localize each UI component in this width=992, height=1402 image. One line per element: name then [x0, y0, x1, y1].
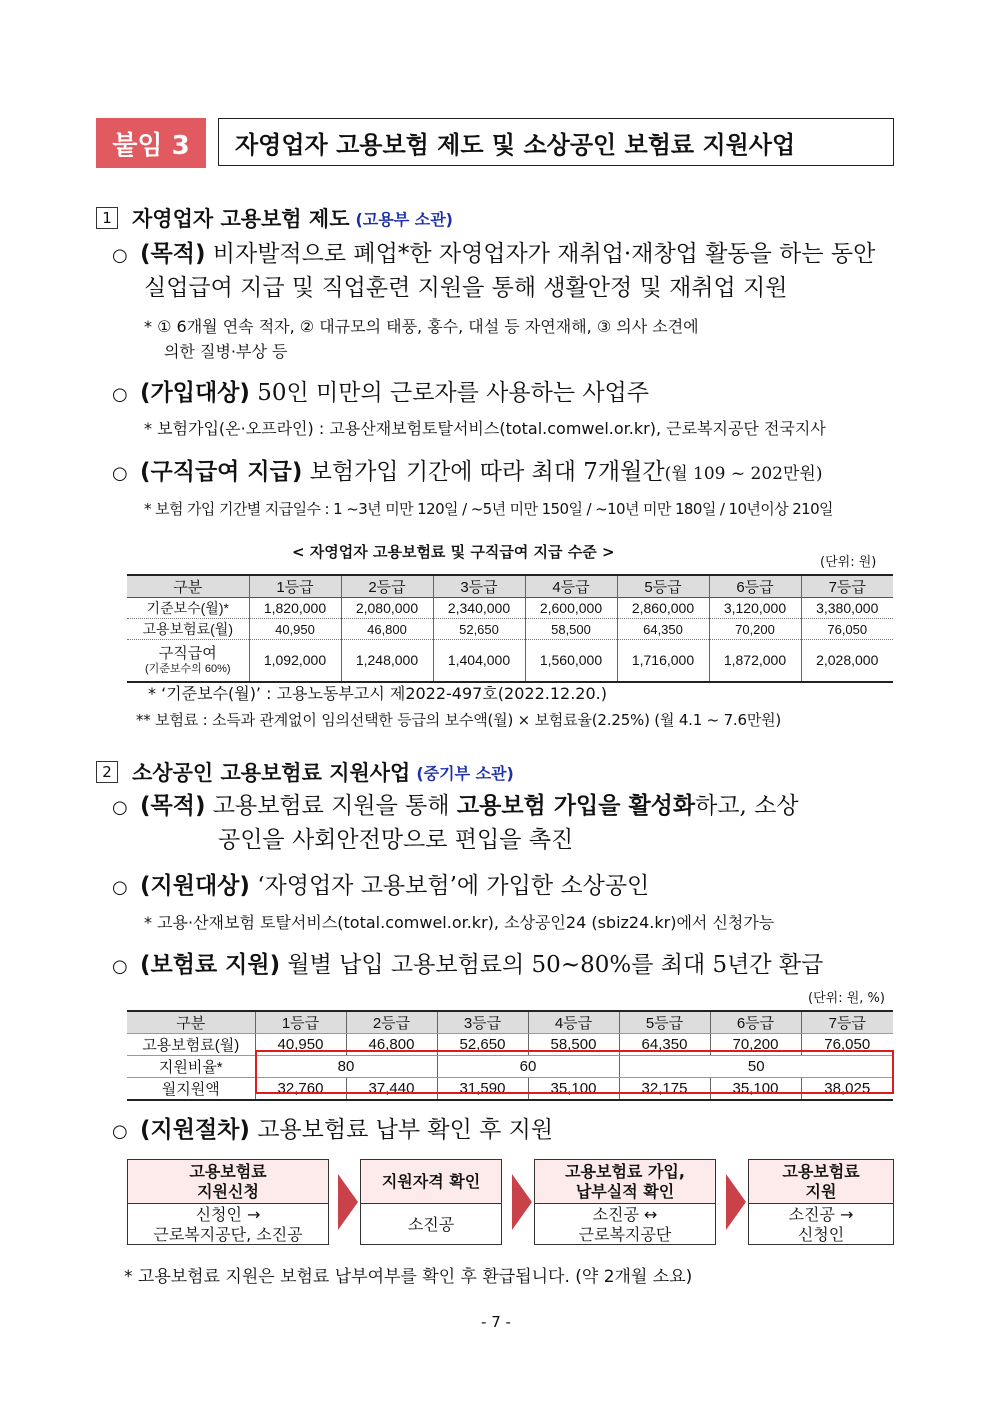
table-cell: 2,080,000	[341, 598, 433, 619]
section-1-title: 자영업자 고용보험 제도	[132, 207, 350, 231]
table-cell: 3,120,000	[709, 598, 801, 619]
section-2-heading	[96, 757, 514, 787]
table-cell: 2,600,000	[525, 598, 617, 619]
table-cell: 2,028,000	[801, 640, 893, 682]
s2-b1-text2: 공인을 사회안전망으로 편입을 촉진	[218, 827, 574, 853]
table-cell: 46,800	[341, 619, 433, 640]
flow-arrow-icon	[512, 1174, 532, 1230]
row-label: 지원비율*	[127, 1056, 255, 1078]
s1-b1-note2: 의한 질병·부상 등	[164, 342, 288, 361]
section-1-number: 1	[96, 207, 118, 229]
table-cell: 76,050	[801, 1034, 893, 1056]
table-header-cell: 구분	[127, 575, 249, 598]
table-cell: 58,500	[525, 619, 617, 640]
flow-step-2-actor: 소진공	[407, 1214, 455, 1234]
section-2-dept: (중기부 소관)	[416, 763, 514, 783]
flow-step-1	[127, 1159, 329, 1245]
s1-b3-note: * 보험 가입 기간별 지급일수 : 1 ~3년 미만 120일 / ~5년 미만 150일 / ~10년 미만 180일 / 10년이상 210일	[144, 500, 833, 518]
s1-b1-text2: 실업급여 지급 및 직업훈련 지원을 통해 생활안정 및 재취업 지원	[144, 275, 788, 301]
table-cell: 60	[437, 1056, 619, 1078]
s2-b4-text: 고용보험료 납부 확인 후 지원	[249, 1117, 554, 1143]
s1-b2-label: (가입대상)	[140, 380, 250, 406]
s2-bullet-purpose: ○ (목적) 고용보험료 지원을 통해 고용보험 가입을 활성화하고, 소상	[112, 793, 799, 819]
table-cell: 40,950	[249, 619, 341, 640]
table-cell: 35,100	[710, 1078, 801, 1101]
table-header-cell: 6등급	[709, 575, 801, 598]
table-header-cell: 4등급	[525, 575, 617, 598]
table-cell: 1,560,000	[525, 640, 617, 682]
section-1-heading	[96, 203, 453, 233]
table1-footnote-2: ** 보험료 : 소득과 관계없이 임의선택한 등급의 보수액(월) × 보험료율(2.25%) (월 4.1 ~ 7.6만원)	[136, 711, 782, 729]
table-cell: 3,380,000	[801, 598, 893, 619]
row-label-sub: (기준보수의 60%)	[144, 662, 231, 675]
table-cell: 50	[619, 1056, 893, 1078]
table-header-cell: 2등급	[346, 1011, 437, 1034]
flow-step-4	[748, 1159, 894, 1245]
table-header-cell: 5등급	[617, 575, 709, 598]
table-self-employed-levels	[127, 574, 893, 683]
s2-b1-text-b: 하고, 소상	[695, 793, 799, 819]
table-header-cell: 1등급	[255, 1011, 346, 1034]
table2-unit: (단위: 원, %)	[808, 991, 885, 1006]
table-cell: 1,716,000	[617, 640, 709, 682]
table-cell: 38,025	[801, 1078, 893, 1101]
table-header-cell: 7등급	[801, 575, 893, 598]
table1-unit: (단위: 원)	[820, 555, 877, 570]
section-2-number: 2	[96, 761, 118, 783]
table-cell: 1,248,000	[341, 640, 433, 682]
table1-footnote-1: * ‘기준보수(월)’ : 고용노동부고시 제2022-497호(2022.12.20.)	[148, 684, 607, 703]
s1-bullet-purpose: ○ (목적) 비자발적으로 폐업*한 자영업자가 재취업·재창업 활동을 하는 동안	[112, 241, 876, 267]
s1-bullet-benefit: ○ (구직급여 지급) 보험가입 기간에 따라 최대 7개월간(월 109 ~ 202만원)	[112, 459, 823, 485]
flow-arrow-icon	[338, 1174, 358, 1230]
table-cell: 32,760	[255, 1078, 346, 1101]
table-cell: 1,820,000	[249, 598, 341, 619]
flow-step-1-title: 고용보험료 지원신청	[128, 1160, 328, 1204]
flow-step-3-title: 고용보험료 가입, 납부실적 확인	[535, 1160, 715, 1204]
row-label-main: 구직급여	[158, 644, 217, 662]
page-number: - 7 -	[481, 1313, 511, 1331]
row-label	[127, 640, 249, 682]
s2-b1-label: (목적)	[140, 793, 206, 819]
s1-b3-text: 보험가입 기간에 따라 최대 7개월간	[302, 459, 665, 485]
table-cell: 64,350	[619, 1034, 710, 1056]
table-header-cell: 구분	[127, 1011, 255, 1034]
s2-b2-label: (지원대상)	[140, 873, 250, 899]
s2-b1-bold: 고용보험 가입을 활성화	[456, 793, 696, 819]
table-cell: 1,092,000	[249, 640, 341, 682]
row-label: 기준보수(월)*	[127, 598, 249, 619]
table-row	[127, 619, 893, 640]
table1-header-row	[127, 575, 893, 598]
table-row	[127, 640, 893, 682]
table-cell: 46,800	[346, 1034, 437, 1056]
table-header-cell: 3등급	[437, 1011, 528, 1034]
table-cell: 32,175	[619, 1078, 710, 1101]
table-cell: 1,404,000	[433, 640, 525, 682]
s2-bullet-procedure: ○ (지원절차) 고용보험료 납부 확인 후 지원	[112, 1117, 554, 1143]
flow-step-3-actor: 소진공 ↔ 근로복지공단	[578, 1204, 672, 1244]
flow-step-4-actor: 소진공 → 신청인	[788, 1204, 854, 1244]
flow-step-1-actor: 신청인 → 근로복지공단, 소진공	[153, 1204, 303, 1244]
s2-b1-text-a: 고용보험료 지원을 통해	[205, 793, 457, 819]
flow-footnote: * 고용보험료 지원은 보험료 납부여부를 확인 후 환급됩니다. (약 2개월 소요)	[124, 1267, 693, 1287]
flow-step-2-title: 지원자격 확인	[361, 1160, 501, 1204]
flow-arrow-icon	[726, 1174, 746, 1230]
s1-b2-note: * 보험가입(온·오프라인) : 고용산재보험토탈서비스(total.comwel.or.kr), 근로복지공단 전국지사	[144, 419, 826, 438]
s1-b3-label: (구직급여 지급)	[140, 459, 303, 485]
table-header-cell: 4등급	[528, 1011, 619, 1034]
s2-bullet-support: ○ (보험료 지원) 월별 납입 고용보험료의 50~80%를 최대 5년간 환급	[112, 952, 824, 978]
table-cell: 2,860,000	[617, 598, 709, 619]
flow-step-2	[360, 1159, 502, 1245]
s2-b3-text: 월별 납입 고용보험료의 50~80%를 최대 5년간 환급	[280, 952, 824, 978]
table1-title: < 자영업자 고용보험료 및 구직급여 지급 수준 >	[292, 543, 615, 561]
flow-step-3	[534, 1159, 716, 1245]
s2-b2-text: ‘자영업자 고용보험’에 가입한 소상공인	[249, 873, 650, 899]
s1-b1-label: (목적)	[140, 241, 206, 267]
table-header-cell: 5등급	[619, 1011, 710, 1034]
section-2-title: 소상공인 고용보험료 지원사업	[132, 761, 411, 785]
table-cell: 1,872,000	[709, 640, 801, 682]
s1-b1-text: 비자발적으로 폐업*한 자영업자가 재취업·재창업 활동을 하는 동안	[205, 241, 876, 267]
s1-bullet-target: ○ (가입대상) 50인 미만의 근로자를 사용하는 사업주	[112, 380, 649, 406]
s2-b4-label: (지원절차)	[140, 1117, 250, 1143]
highlight-box	[255, 1050, 894, 1094]
s1-b3-small: (월 109 ~ 202만원)	[664, 464, 823, 484]
s2-bullet-target: ○ (지원대상) ‘자영업자 고용보험’에 가입한 소상공인	[112, 873, 650, 899]
flow-step-4-title: 고용보험료 지원	[749, 1160, 893, 1204]
row-label: 고용보험료(월)	[127, 1034, 255, 1056]
table-row	[127, 598, 893, 619]
table-cell: 2,340,000	[433, 598, 525, 619]
table-header-cell: 1등급	[249, 575, 341, 598]
table-header-cell: 7등급	[801, 1011, 893, 1034]
table-header-cell: 6등급	[710, 1011, 801, 1034]
table-cell: 58,500	[528, 1034, 619, 1056]
section-1-dept: (고용부 소관)	[355, 209, 453, 229]
table2-header-row	[127, 1011, 893, 1034]
table-cell: 70,200	[710, 1034, 801, 1056]
s2-b2-note: * 고용·산재보험 토탈서비스(total.comwel.or.kr), 소상공인24 (sbiz24.kr)에서 신청가능	[144, 913, 775, 932]
table-cell: 52,650	[433, 619, 525, 640]
table-header-cell: 2등급	[341, 575, 433, 598]
row-label: 월지원액	[127, 1078, 255, 1101]
page-title: 자영업자 고용보험 제도 및 소상공인 보험료 지원사업	[218, 118, 894, 166]
table-header-cell: 3등급	[433, 575, 525, 598]
s1-b1-note1: * ① 6개월 연속 적자, ② 대규모의 태풍, 홍수, 대설 등 자연재해, ③ 의사 소견에	[144, 317, 699, 336]
table-cell: 80	[255, 1056, 437, 1078]
table-cell: 52,650	[437, 1034, 528, 1056]
appendix-badge: 붙임 3	[96, 118, 206, 168]
table-cell: 76,050	[801, 619, 893, 640]
table-cell: 40,950	[255, 1034, 346, 1056]
s2-b3-label: (보험료 지원)	[140, 952, 281, 978]
table-cell: 31,590	[437, 1078, 528, 1101]
table-cell: 35,100	[528, 1078, 619, 1101]
row-label: 고용보험료(월)	[127, 619, 249, 640]
table-cell: 64,350	[617, 619, 709, 640]
table-cell: 70,200	[709, 619, 801, 640]
s1-b2-text: 50인 미만의 근로자를 사용하는 사업주	[249, 380, 649, 406]
table-cell: 37,440	[346, 1078, 437, 1101]
